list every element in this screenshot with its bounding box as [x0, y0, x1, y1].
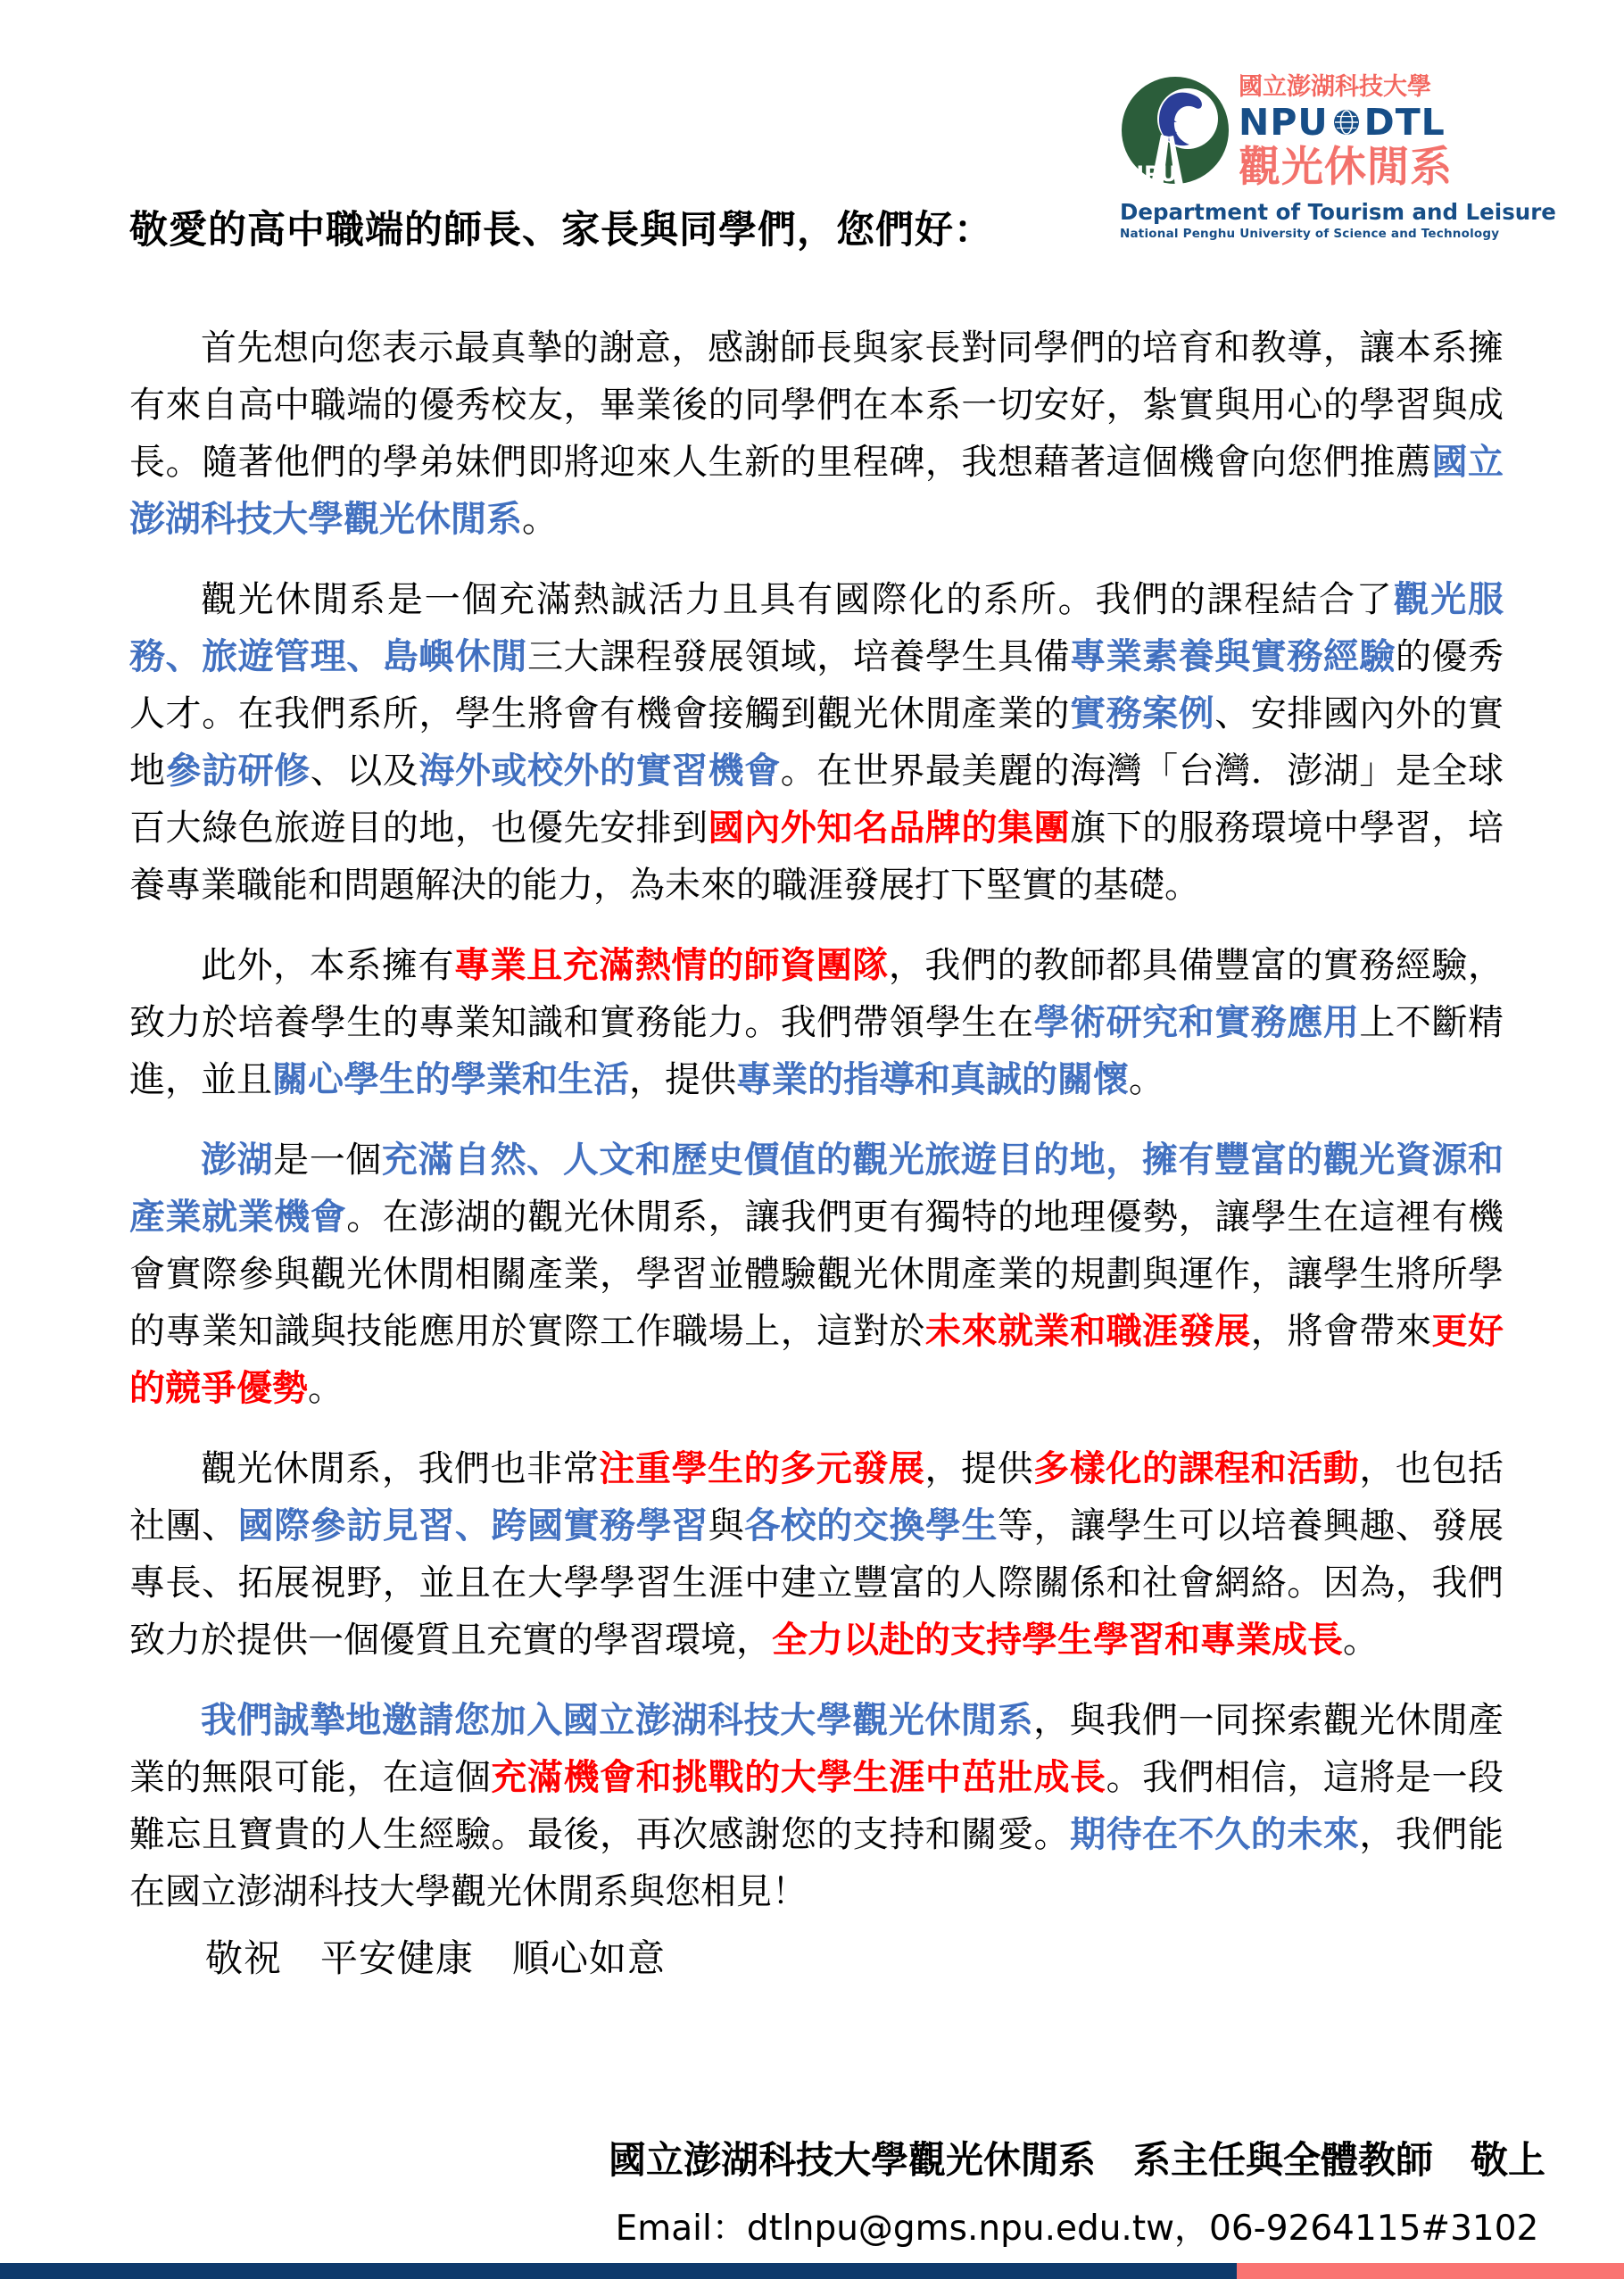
text-segment: 此外，本系擁有 — [201, 945, 454, 986]
logo-university-cn: 國立澎湖科技大學 — [1239, 73, 1431, 101]
paragraph — [129, 571, 1504, 914]
text-segment: 關心學生的學業和生活 — [272, 1059, 629, 1100]
text-segment: ，我們能在國立澎湖科技大學觀光休閒系與您相見！ — [129, 1814, 1504, 1912]
npu-dtl-logo — [1120, 73, 1556, 241]
text-segment: 專業素養與實務經驗 — [1070, 636, 1396, 677]
paragraph — [129, 1131, 1504, 1417]
text-segment: 我們誠摯地邀請您加入國立澎湖科技大學觀光休閒系 — [201, 1700, 1034, 1741]
text-segment: 國際參訪見習、跨國實務學習 — [237, 1505, 708, 1546]
logo-dtl-text: DTL — [1363, 101, 1446, 144]
footer-bar-pink — [1237, 2263, 1624, 2279]
text-segment: 旗下的服務環境中學習，培養專業職能和問題解決的能力，為未來的職涯發展打下堅實的基礎。 — [129, 808, 1504, 906]
paragraph — [129, 937, 1504, 1108]
svg-text:NPU: NPU — [1126, 162, 1178, 186]
logo-department-en: Department of Tourism and Leisure — [1120, 199, 1556, 225]
text-segment: 各校的交換學生 — [744, 1505, 998, 1546]
text-segment: 觀光服務、旅遊管理、島嶼休閒 — [129, 579, 1504, 677]
text-segment: 等，讓學生可以培養興趣、發展專長、拓展視野，並且在大學學習生涯中建立豐富的人際關係和社會網絡。因為，我們致力於提供一個優質且充實的學習環境， — [129, 1505, 1504, 1661]
logo-npu-dtl — [1239, 103, 1446, 142]
npu-emblem-icon — [1120, 74, 1230, 193]
text-segment: 充滿機會和挑戰的大學生涯中茁壯成長 — [491, 1757, 1106, 1798]
globe-icon — [1333, 109, 1360, 136]
paragraph — [129, 1440, 1504, 1669]
text-segment: 國內外知名品牌的集團 — [708, 808, 1071, 849]
text-segment: 。 — [522, 499, 558, 540]
text-segment: 觀光休閒系，我們也非常 — [201, 1448, 600, 1489]
logo-department-cn: 觀光休閒系 — [1239, 143, 1453, 192]
signature-block — [530, 2131, 1624, 2250]
text-segment: 海外或校外的實習機會 — [418, 750, 781, 792]
text-segment: 學術研究和實務應用 — [1033, 1002, 1360, 1043]
letter-body — [129, 319, 1504, 1944]
text-segment: 專業的指導和真誠的關懷 — [736, 1059, 1129, 1100]
contact-email-line: Email：dtlnpu@gms.npu.edu.tw，06-9264115#3102 — [615, 2209, 1539, 2249]
text-segment: 充滿自然、人文和歷史價值的觀光旅遊目的地，擁有豐富的觀光資源和產業就業機會 — [129, 1140, 1504, 1238]
text-segment: 。 — [308, 1368, 344, 1409]
text-segment: ，提供 — [629, 1059, 736, 1100]
text-segment: 專業且充滿熱情的師資團隊 — [454, 945, 889, 986]
text-segment: 三大課程發展領域，培養學生具備 — [526, 636, 1071, 677]
paragraph — [129, 1692, 1504, 1920]
text-segment: 澎湖 — [201, 1140, 274, 1181]
salutation: 敬愛的高中職端的師長、家長與同學們，您們好： — [129, 208, 993, 253]
text-segment: 。在澎湖的觀光休閒系，讓我們更有獨特的地理優勢，讓學生在這裡有機會實際參與觀光休閒相關產業，學習並體驗觀光休閒產業的規劃與運作，讓學生將所學的專業知識與技能應用於實際工作職場上，這對於 — [129, 1197, 1504, 1352]
text-segment: 更好的競爭優勢 — [129, 1311, 1504, 1409]
text-segment: 。在世界最美麗的海灣「台灣．澎湖」是全球百大綠色旅遊目的地，也優先安排到 — [129, 750, 1504, 849]
footer-bar-navy — [0, 2263, 1237, 2279]
text-segment: 多樣化的課程和活動 — [1033, 1448, 1360, 1489]
text-segment: ，與我們一同探索觀光休閒產業的無限可能，在這個 — [129, 1700, 1504, 1798]
text-segment: 國立澎湖科技大學觀光休閒系 — [129, 442, 1504, 540]
text-segment: 全力以赴的支持學生學習和專業成長 — [772, 1620, 1343, 1661]
logo-text-column — [1239, 74, 1453, 191]
text-segment: 期待在不久的未來 — [1070, 1814, 1360, 1855]
text-segment: 的優秀人才。在我們系所，學生將會有機會接觸到觀光休閒產業的 — [129, 636, 1504, 734]
text-segment: 。我們相信，這將是一段難忘且寶貴的人生經驗。最後，再次感謝您的支持和關愛。 — [129, 1757, 1504, 1855]
text-segment: ，將會帶來 — [1250, 1311, 1432, 1352]
logo-top-row — [1120, 73, 1453, 193]
text-segment: ，我們的教師都具備豐富的實務經驗，致力於培養學生的專業知識和實務能力。我們帶領學生在 — [129, 945, 1504, 1043]
logo-university-en: National Penghu University of Science and Technology — [1120, 227, 1500, 241]
closing-wish: 敬祝 平安健康 順心如意 — [205, 1936, 667, 1980]
text-segment: 與 — [708, 1505, 745, 1546]
text-segment: 參訪研修 — [165, 750, 311, 792]
signature-line: 國立澎湖科技大學觀光休閒系 系主任與全體教師 敬上 — [608, 2138, 1545, 2182]
text-segment: 。 — [1343, 1620, 1379, 1661]
text-segment: 注重學生的多元發展 — [599, 1448, 925, 1489]
text-segment: 。 — [1129, 1059, 1164, 1100]
text-segment: 觀光休閒系是一個充滿熱誠活力且具有國際化的系所。我們的課程結合了 — [201, 579, 1394, 620]
text-segment: 上不斷精進，並且 — [129, 1002, 1504, 1100]
paragraph — [129, 319, 1504, 548]
text-segment: 、以及 — [310, 750, 419, 792]
text-segment: ，提供 — [924, 1448, 1034, 1489]
logo-npu-text: NPU — [1239, 101, 1329, 144]
text-segment: 是一個 — [273, 1140, 382, 1181]
text-segment: ，也包括社團、 — [129, 1448, 1504, 1546]
text-segment: 首先想向您表示最真摯的謝意，感謝師長與家長對同學們的培育和教導，讓本系擁有來自高中職端的優秀校友，畢業後的同學們在本系一切安好，紮實與用心的學習與成長。隨著他們的學弟妹們即將迎來人生新的里程碑，我想藉著這個機會向您們推薦 — [129, 327, 1504, 483]
text-segment: 未來就業和職涯發展 — [924, 1311, 1251, 1352]
text-segment: 、安排國內外的實地 — [129, 693, 1504, 792]
text-segment: 實務案例 — [1070, 693, 1215, 734]
